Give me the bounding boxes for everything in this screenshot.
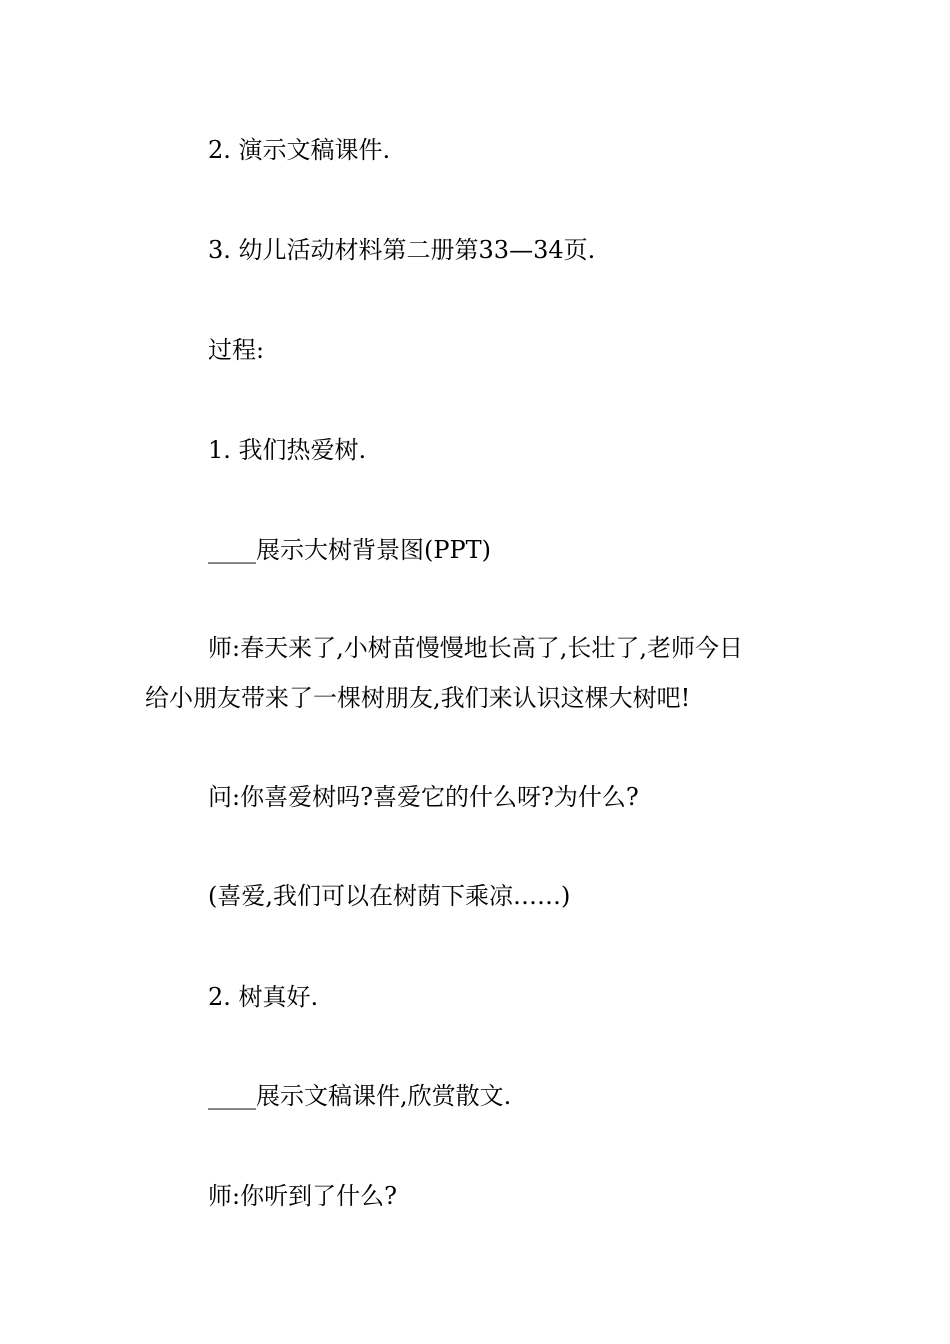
step-2-heading: 2. 树真好. xyxy=(208,983,319,1011)
process-heading: 过程: xyxy=(208,336,265,364)
question-line: 问:你喜爱树吗?喜爱它的什么呀?为什么? xyxy=(208,783,639,811)
teacher-line-1: 师:春天来了,小树苗慢慢地长高了,长壮了,老师今日 xyxy=(208,634,743,662)
answer-line: (喜爱,我们可以在树荫下乘凉……) xyxy=(208,882,571,910)
item-2-slides: 2. 演示文稿课件. xyxy=(208,136,391,164)
item-3-materials: 3. 幼儿活动材料第二册第33—34页. xyxy=(208,236,596,264)
teacher-question-line: 师:你听到了什么? xyxy=(208,1182,397,1210)
step-1-heading: 1. 我们热爱树. xyxy=(208,436,367,464)
step-1-display-note: ____展示大树背景图(PPT) xyxy=(208,536,492,564)
teacher-line-2: 给小朋友带来了一棵树朋友,我们来认识这棵大树吧! xyxy=(145,684,691,712)
step-2-display-note: ____展示文稿课件,欣赏散文. xyxy=(208,1082,512,1110)
